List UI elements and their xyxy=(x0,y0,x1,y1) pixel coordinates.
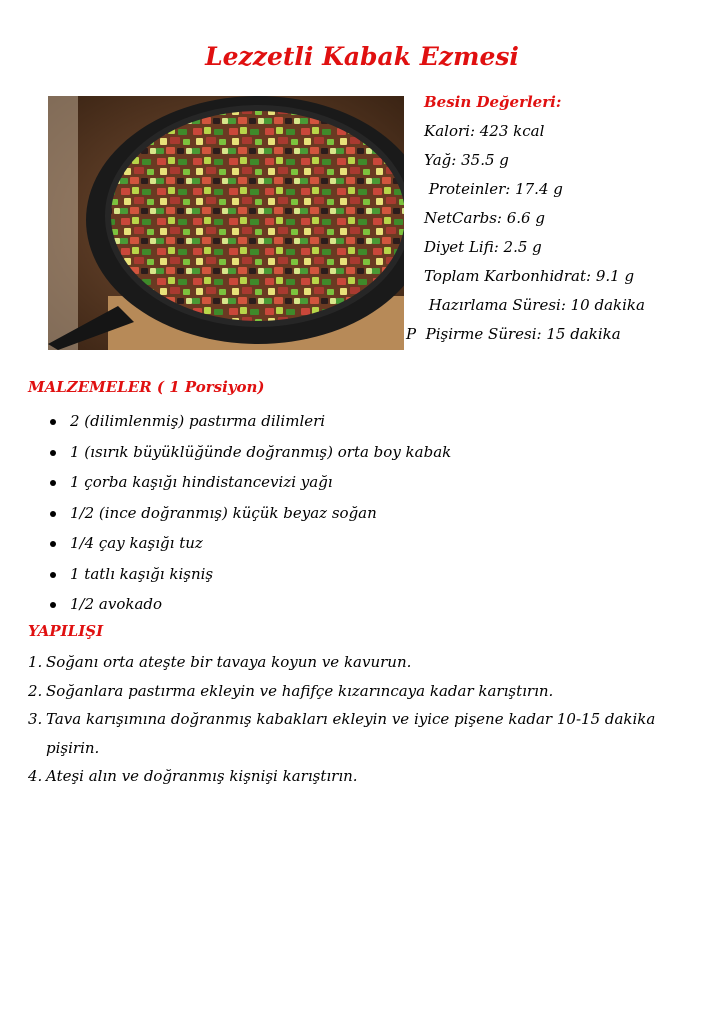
step-text: Soğanı orta ateşte bir tavaya koyun ve kavurun. xyxy=(46,653,412,671)
list-item: 1 çorba kaşığı hindistancevizi yağı xyxy=(28,467,708,498)
steps-heading: YAPILIŞI xyxy=(28,622,104,640)
step-text: Soğanlara pastırma ekleyin ve hafifçe kızarıncaya kadar karıştırın. xyxy=(46,681,554,700)
step-text: Ateşi alın ve doğranmış kişnişi karıştırın. xyxy=(46,767,358,785)
page-title: Lezzetli Kabak Ezmesi xyxy=(205,42,519,71)
ingredients-heading: MALZEMELER ( 1 Porsiyon) xyxy=(28,378,265,396)
list-item: 1 tatlı kaşığı kişniş xyxy=(28,559,708,590)
nutrition-netcarbs: NetCarbs: 6.6 g xyxy=(424,209,545,227)
step-item xyxy=(28,648,678,677)
skillet-illustration xyxy=(48,96,404,350)
ingredients-list xyxy=(28,406,708,620)
nutrition-prep-time: Hazırlama Süresi: 10 dakika xyxy=(424,296,645,314)
dish-photo xyxy=(48,96,404,350)
nutrition-fiber: Diyet Lifi: 2.5 g xyxy=(424,238,542,256)
nutrition-heading: Besin Değerleri: xyxy=(424,93,562,111)
step-number: 2. xyxy=(28,681,43,700)
nutrition-cook-time: P Pişirme Süresi: 15 dakika xyxy=(406,325,621,343)
step-number: 4. xyxy=(28,767,43,785)
list-item: 1/2 avokado xyxy=(28,589,708,620)
step-item xyxy=(28,762,678,791)
list-item: 1 (ısırık büyüklüğünde doğranmış) orta boy kabak xyxy=(28,437,708,468)
list-item: 1/2 (ince doğranmış) küçük beyaz soğan xyxy=(28,498,708,529)
nutrition-fat: Yağ: 35.5 g xyxy=(424,151,509,169)
nutrition-panel xyxy=(406,88,716,349)
step-item xyxy=(28,705,678,762)
step-item xyxy=(28,677,678,706)
nutrition-calories: Kalori: 423 kcal xyxy=(424,122,545,140)
step-number: 3. xyxy=(28,710,43,728)
list-item: 1/4 çay kaşığı tuz xyxy=(28,528,708,559)
nutrition-protein: Proteinler: 17.4 g xyxy=(424,180,563,198)
step-number: 1. xyxy=(28,653,43,671)
list-item: 2 (dilimlenmiş) pastırma dilimleri xyxy=(28,406,708,437)
step-text: Tava karışımına doğranmış kabakları ekleyin ve iyice pişene kadar 10-15 dakika pişirin. xyxy=(46,710,656,757)
nutrition-total-carbs: Toplam Karbonhidrat: 9.1 g xyxy=(424,267,635,285)
steps-list xyxy=(28,648,678,791)
